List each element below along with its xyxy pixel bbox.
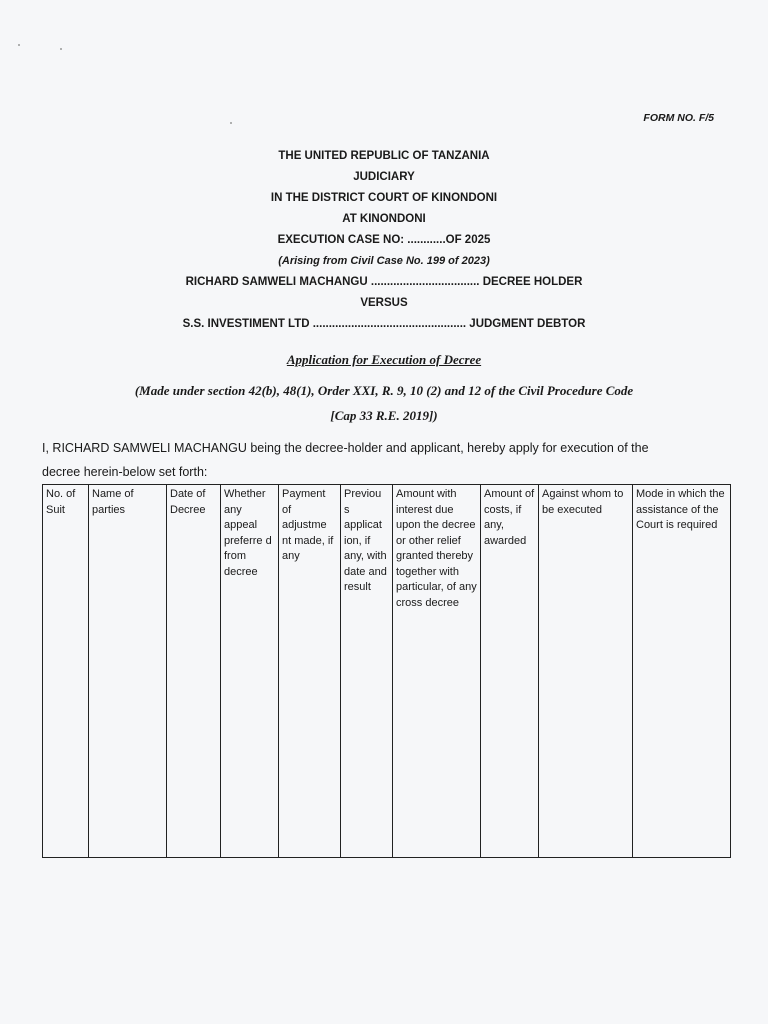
application-title: Application for Execution of Decree: [286, 352, 482, 367]
header-cell-amount-costs: Amount of costs, if any, awarded: [481, 485, 539, 858]
versus-label: VERSUS: [360, 297, 408, 309]
header-location: AT KINONDONI: [342, 213, 426, 225]
judgment-debtor-line: S.S. INVESTIMENT LTD ................................................ JUDGMENT DEBTOR: [182, 318, 586, 330]
header-republic: THE UNITED REPUBLIC OF TANZANIA: [278, 150, 490, 162]
header-cell-no-of-suit: No. of Suit: [43, 485, 89, 858]
header-cell-appeal: Whether any appeal preferre d from decree: [221, 485, 279, 858]
application-subtitle: [0, 378, 768, 428]
header-cell-mode-of-assistance: Mode in which the assistance of the Court is required: [633, 485, 731, 858]
header-cell-name-of-parties: Name of parties: [89, 485, 167, 858]
header-court: IN THE DISTRICT COURT OF KINONDONI: [270, 192, 498, 204]
intro-line1: I, RICHARD SAMWELI MACHANGU being the decree-holder and applicant, hereby apply for execution of the: [42, 441, 649, 455]
header-cell-payment: Payment of adjustme nt made, if any: [279, 485, 341, 858]
header-cell-against-whom: Against whom to be executed: [539, 485, 633, 858]
form-number: FORM NO. F/5: [643, 112, 714, 124]
court-header: [0, 146, 768, 335]
header-cell-date-of-decree: Date of Decree: [167, 485, 221, 858]
decree-holder-line: RICHARD SAMWELI MACHANGU .................................. DECREE HOLDER: [185, 276, 583, 288]
header-judiciary: JUDICIARY: [353, 171, 415, 183]
header-cell-amount-interest: Amount with interest due upon the decree or other relief granted thereby together with particular, of any cross decree: [393, 485, 481, 858]
application-subtitle-line2: [Cap 33 R.E. 2019]): [330, 408, 438, 423]
scan-speck: [230, 122, 232, 124]
intro-paragraph: [42, 436, 742, 484]
application-subtitle-line1: (Made under section 42(b), 48(1), Order XXI, R. 9, 10 (2) and 12 of the Civil Procedure Code: [134, 383, 634, 398]
header-arising-from: (Arising from Civil Case No. 199 of 2023): [278, 255, 490, 267]
table-header-row: [43, 485, 731, 858]
header-case-number: EXECUTION CASE NO: ............OF 2025: [277, 234, 491, 246]
scan-speck: [60, 48, 62, 50]
scan-speck: [18, 44, 20, 46]
header-cell-previous-application: Previou s applicat ion, if any, with date and result: [341, 485, 393, 858]
intro-line2: decree herein-below set forth:: [42, 465, 208, 479]
execution-table: [42, 484, 731, 858]
